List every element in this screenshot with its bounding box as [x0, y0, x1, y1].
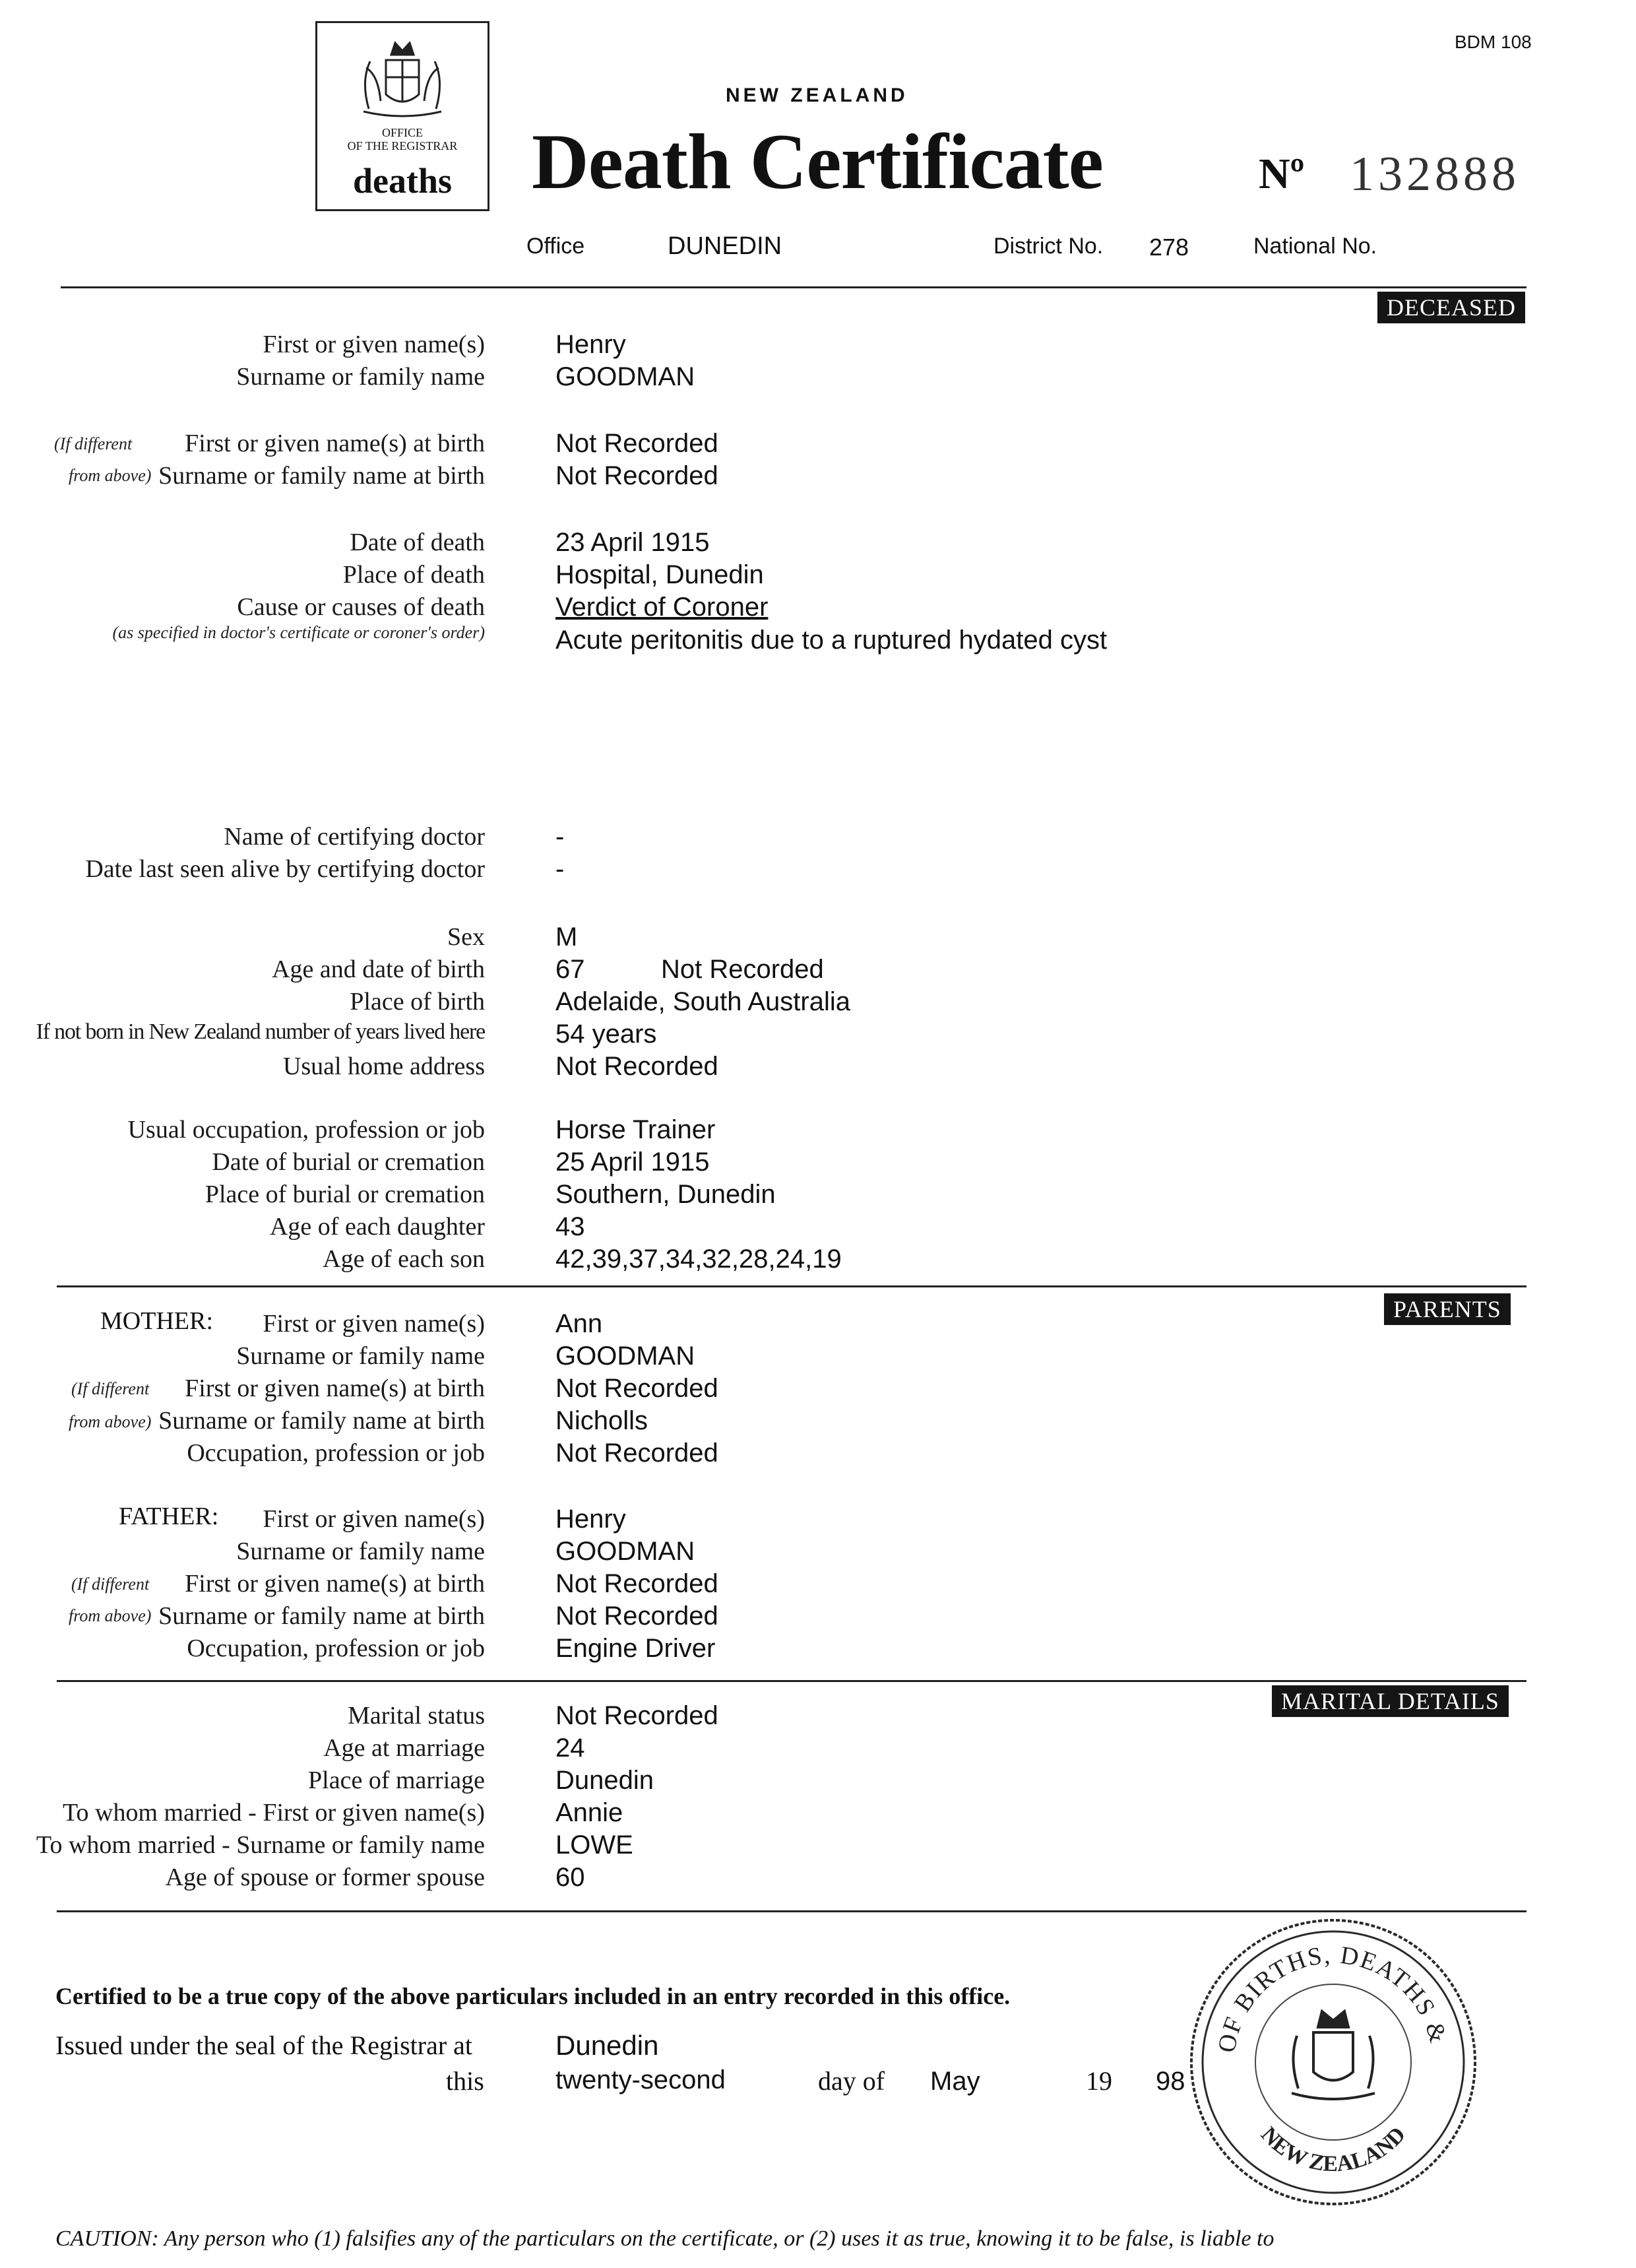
issue-month: May	[930, 2067, 980, 2096]
deceased-surname: GOODMAN	[555, 362, 695, 391]
section-badge-marital: MARITAL DETAILS	[1272, 1685, 1509, 1717]
age-at-marriage: 24	[555, 1733, 585, 1763]
registrar-logo	[315, 21, 489, 211]
place-of-birth: Adelaide, South Australia	[555, 987, 850, 1016]
daughters-ages: 43	[555, 1212, 585, 1241]
label: Surname or family name at birth	[158, 1407, 485, 1435]
day-of-label: day of	[818, 2066, 885, 2096]
label: Age of spouse or former spouse	[165, 1863, 485, 1891]
issued-place: Dunedin	[555, 2030, 659, 2061]
national-label: National No.	[1253, 234, 1377, 259]
mother-first-name: Ann	[555, 1309, 603, 1338]
label: Surname or family name	[236, 363, 485, 391]
divider	[61, 286, 1526, 288]
label: Surname or family name	[236, 1538, 485, 1565]
father-occupation: Engine Driver	[555, 1634, 716, 1663]
label: Occupation, profession or job	[187, 1439, 485, 1467]
cause-of-death-verdict: Verdict of Coroner	[555, 593, 769, 622]
date-of-birth: Not Recorded	[661, 955, 824, 984]
sons-ages: 42,39,37,34,32,28,24,19	[555, 1245, 842, 1274]
seal-text-bottom: NEW ZEALAND	[1255, 2122, 1411, 2177]
svg-text:NEW ZEALAND	[1256, 2122, 1410, 2176]
office-label: Office	[526, 234, 585, 259]
deceased-surname-at-birth: Not Recorded	[555, 461, 718, 490]
place-of-marriage: Dunedin	[555, 1766, 654, 1795]
deceased-first-name: Henry	[555, 330, 626, 359]
label: First or given name(s)	[263, 1505, 485, 1533]
father-heading: FATHER:	[119, 1503, 219, 1530]
divider	[57, 1680, 1526, 1682]
mother-occupation: Not Recorded	[555, 1439, 718, 1468]
label: Surname or family name at birth	[158, 462, 485, 490]
this-label: this	[446, 2066, 484, 2096]
burial-date: 25 April 1915	[555, 1148, 710, 1177]
office-value: DUNEDIN	[668, 232, 782, 260]
label: Surname or family name	[236, 1342, 485, 1370]
seal-text-top: OF BIRTHS, DEATHS &	[1212, 1941, 1453, 2055]
cert-no-label: Nº	[1259, 150, 1305, 198]
spouse-surname: LOWE	[555, 1831, 633, 1860]
district-value: 278	[1149, 234, 1189, 261]
logo-line2: OF THE REGISTRAR	[347, 139, 458, 152]
father-first-name: Henry	[555, 1505, 626, 1534]
home-address: Not Recorded	[555, 1052, 718, 1081]
cause-of-death-detail: Acute peritonitis due to a ruptured hydated cyst	[555, 626, 1108, 655]
date-of-death: 23 April 1915	[555, 528, 710, 557]
label: Occupation, profession or job	[187, 1635, 485, 1662]
seal-icon	[1178, 1907, 1488, 2217]
mother-surname: GOODMAN	[555, 1342, 695, 1371]
mother-surname-at-birth: Nicholls	[555, 1406, 648, 1435]
label: If not born in New Zealand number of years lived here	[36, 1020, 485, 1044]
label: First or given name(s) at birth	[185, 1375, 485, 1402]
label: First or given name(s)	[263, 331, 485, 358]
label: First or given name(s) at birth	[185, 1570, 485, 1598]
certifying-doctor: -	[555, 822, 565, 851]
coat-of-arms-icon	[317, 28, 488, 127]
label: Name of certifying doctor	[224, 823, 485, 851]
if-different-note: (If different	[71, 1379, 150, 1398]
issued-label: Issued under the seal of the Registrar at	[55, 2030, 473, 2060]
label: First or given name(s) at birth	[185, 430, 485, 457]
page-title: Death Certificate	[532, 117, 1103, 205]
label: Marital status	[348, 1702, 485, 1730]
label: Usual home address	[282, 1053, 485, 1080]
label: First or given name(s)	[263, 1310, 485, 1338]
years-in-nz: 54 years	[555, 1020, 657, 1049]
mother-heading: MOTHER:	[100, 1307, 213, 1335]
label: Age at marriage	[323, 1734, 485, 1762]
label: Date of death	[350, 529, 485, 556]
father-first-at-birth: Not Recorded	[555, 1569, 718, 1598]
label: Age of each son	[323, 1245, 485, 1273]
label: Date last seen alive by certifying doctor	[85, 855, 485, 883]
registrar-seal	[1178, 1907, 1488, 2217]
logo-line1: OFFICE	[381, 126, 423, 139]
label: Surname or family name at birth	[158, 1602, 485, 1630]
svg-text:REGISTRAR OF BIRTHS, DEATHS &	[1178, 1907, 1453, 2061]
if-different-note: (If different	[71, 1574, 150, 1594]
logo-word: deaths	[352, 161, 453, 201]
sex: M	[555, 923, 578, 952]
label: Age and date of birth	[272, 956, 485, 983]
label: Place of marriage	[308, 1766, 485, 1794]
father-surname: GOODMAN	[555, 1537, 695, 1566]
date-last-seen: -	[555, 855, 565, 884]
from-above-note: from above)	[69, 466, 152, 485]
country-heading: NEW ZEALAND	[726, 84, 908, 106]
father-surname-at-birth: Not Recorded	[555, 1602, 718, 1631]
spouse-first-name: Annie	[555, 1798, 623, 1827]
label: Place of burial or cremation	[204, 1181, 485, 1208]
label: Age of each daughter	[269, 1213, 485, 1241]
label: Date of burial or cremation	[212, 1148, 485, 1176]
divider	[57, 1285, 1526, 1287]
from-above-note: from above)	[69, 1412, 152, 1431]
section-badge-parents: PARENTS	[1384, 1293, 1511, 1325]
label: Place of death	[342, 561, 485, 589]
caution-text: CAUTION: Any person who (1) falsifies any of the particulars on the certificate, or (2) uses it as true, knowing it to be false, is liable to	[55, 2226, 1274, 2251]
year-suffix: 98	[1156, 2067, 1185, 2096]
mother-first-at-birth: Not Recorded	[555, 1374, 718, 1403]
as-specified-note: (as specified in doctor's certificate or coroner's order)	[112, 623, 485, 642]
deceased-first-at-birth: Not Recorded	[555, 429, 718, 458]
marital-status: Not Recorded	[555, 1701, 718, 1730]
district-label: District No.	[993, 234, 1104, 259]
burial-place: Southern, Dunedin	[555, 1180, 776, 1209]
certified-statement: Certified to be a true copy of the above particulars included in an entry recorded in this office.	[55, 1983, 1011, 2009]
place-of-death: Hospital, Dunedin	[555, 560, 764, 589]
year-prefix: 19	[1086, 2066, 1112, 2096]
label: To whom married - Surname or family name	[36, 1831, 485, 1859]
label: Place of birth	[350, 988, 485, 1016]
label: To whom married - First or given name(s)	[62, 1799, 485, 1827]
issue-day: twenty-second	[555, 2065, 726, 2094]
age: 67	[555, 955, 585, 984]
if-different-note: (If different	[54, 434, 133, 453]
label: Cause or causes of death	[237, 593, 485, 621]
label: Usual occupation, profession or job	[127, 1116, 485, 1144]
from-above-note: from above)	[69, 1606, 152, 1625]
section-badge-deceased: DECEASED	[1377, 292, 1525, 323]
occupation: Horse Trainer	[555, 1115, 716, 1144]
form-code: BDM 108	[1455, 32, 1532, 52]
label: Sex	[447, 923, 485, 951]
cert-number: 132888	[1350, 147, 1520, 201]
spouse-age: 60	[555, 1863, 585, 1892]
